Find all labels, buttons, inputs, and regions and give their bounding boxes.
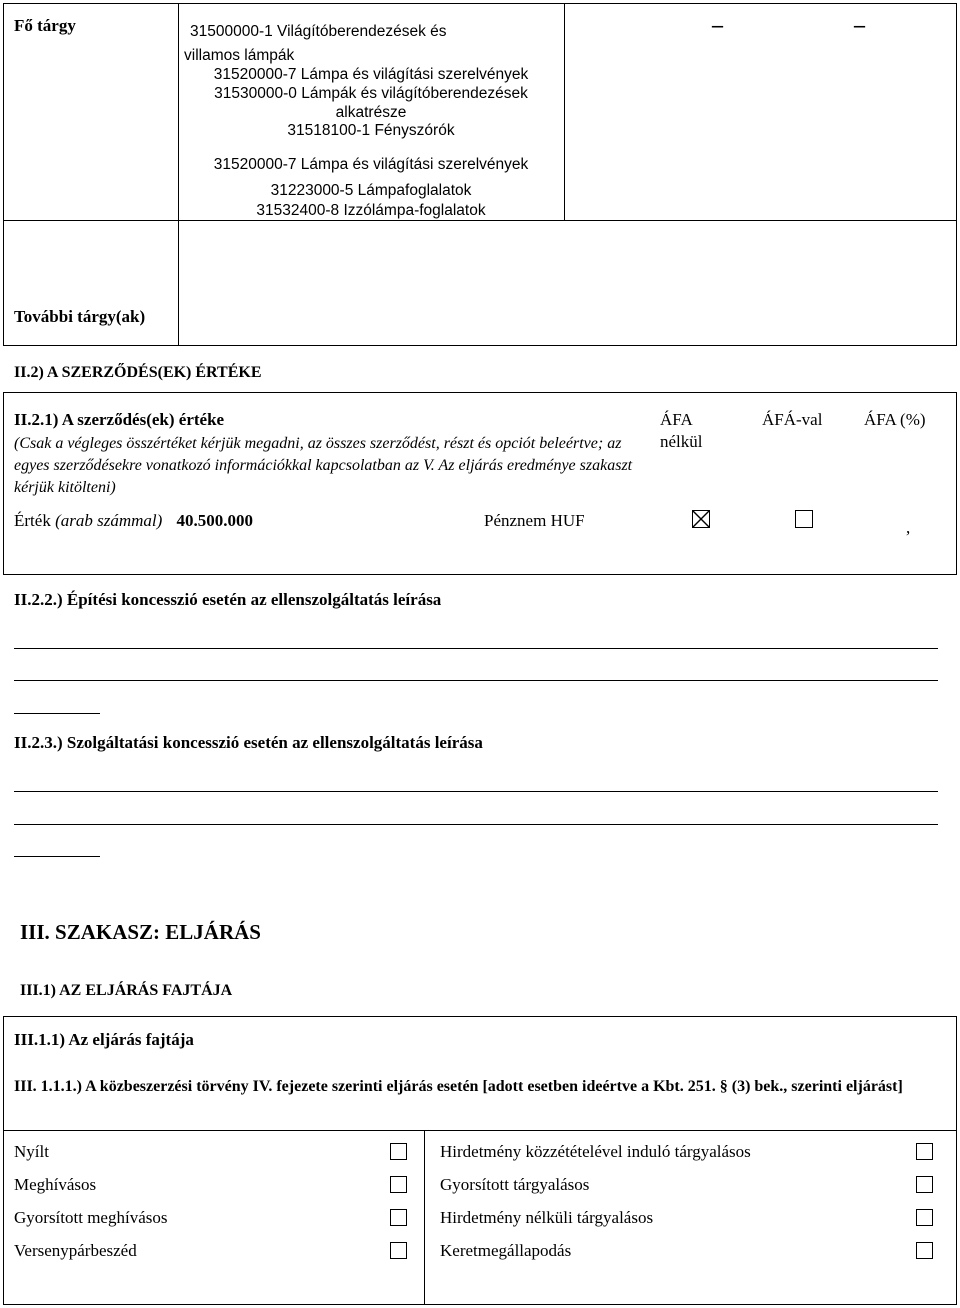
option-checkbox-negotiated-with-notice[interactable] (916, 1143, 933, 1160)
option-label-accelerated-negotiated: Gyorsított tárgyalásos (440, 1175, 590, 1194)
afa-val-checkbox[interactable] (795, 510, 813, 528)
option-checkbox-framework-agreement[interactable] (916, 1242, 933, 1259)
cpv-line: 31223000-5 Lámpafoglalatok (270, 182, 472, 199)
option-checkbox-accelerated-restricted[interactable] (390, 1209, 407, 1226)
afa-nelkul-checkbox[interactable] (692, 510, 710, 528)
dash-cell: – (854, 12, 865, 37)
checked-cross-icon (693, 511, 709, 527)
cpv-line: villamos lámpák (184, 47, 295, 64)
value-row (14, 511, 253, 531)
contract-value-note: (Csak a végleges összértéket kérjük megadni, az összes szerződést, részt és opciót beleértve; az egyes szerződésekre vonatkozó információkkal kapcsolatban az V. Az eljárás eredménye szakaszt kérjük kitölteni) (14, 435, 633, 496)
option-checkbox-restricted[interactable] (390, 1176, 407, 1193)
option-checkbox-accelerated-negotiated[interactable] (916, 1176, 933, 1193)
cpv-line: 31500000-1 Világítóberendezések és (190, 23, 447, 40)
col-afa-nelkul-line2: nélkül (660, 432, 703, 451)
col-afa-pct: ÁFA (%) (864, 410, 926, 429)
answer-line (14, 824, 938, 825)
option-label-negotiated-with-notice: Hirdetmény közzétételével induló tárgyalásos (440, 1142, 751, 1161)
option-label-restricted: Meghívásos (14, 1175, 97, 1194)
answer-line (14, 791, 938, 792)
cpv-line: 31532400-8 Izzólámpa-foglalatok (256, 202, 486, 219)
option-checkbox-competitive-dialogue[interactable] (390, 1242, 407, 1259)
procedure-type-heading: III.1.1) Az eljárás fajtája (14, 1030, 194, 1049)
section-title-iii: III. SZAKASZ: ELJÁRÁS (20, 920, 261, 944)
cpv-line: 31520000-7 Lámpa és világítási szerelvények (213, 156, 529, 173)
option-label-accelerated-restricted: Gyorsított meghívásos (14, 1208, 168, 1227)
section-heading-ii2: II.2) A SZERZŐDÉS(EK) ÉRTÉKE (14, 364, 262, 381)
col-afa-val: ÁFÁ-val (762, 410, 823, 429)
answer-line (14, 713, 100, 714)
section-heading-ii23: II.2.3.) Szolgáltatási koncesszió esetén az ellenszolgáltatás leírása (14, 733, 483, 752)
cpv-line: 31530000-0 Lámpák és világítóberendezések (214, 85, 528, 102)
contract-value-heading: II.2.1) A szerződés(ek) értéke (14, 410, 225, 429)
option-label-competitive-dialogue: Versenypárbeszéd (14, 1241, 137, 1260)
further-subject-label: További tárgy(ak) (14, 307, 146, 326)
option-label-open: Nyílt (14, 1142, 49, 1161)
cpv-line: 31520000-7 Lámpa és világítási szerelvények (213, 66, 529, 83)
section-heading-ii22: II.2.2.) Építési koncesszió esetén az ellenszolgáltatás leírása (14, 590, 442, 609)
dash-cell: – (712, 12, 723, 37)
procedure-type-subheading: III. 1.1.1.) A közbeszerzési törvény IV. fejezete szerinti eljárás esetén [adott esetben ideértve a Kbt. 251. § (3) bek., szerinti eljárást] (14, 1078, 903, 1095)
answer-line (14, 680, 938, 681)
option-checkbox-open[interactable] (390, 1143, 407, 1160)
answer-line (14, 648, 938, 649)
option-label-negotiated-without-notice: Hirdetmény nélküli tárgyalásos (440, 1208, 654, 1227)
cpv-line: 31518100-1 Fényszórók (287, 122, 455, 139)
cpv-line: alkatrésze (335, 104, 407, 121)
main-subject-label: Fő tárgy (14, 16, 76, 35)
afa-pct-value: , (906, 518, 911, 537)
col-afa-nelkul-line1: ÁFA (660, 410, 693, 429)
answer-line (14, 856, 100, 857)
value-amount: 40.500.000 (176, 511, 254, 530)
currency-label: Pénznem HUF (484, 511, 585, 530)
value-label: Érték (14, 511, 51, 530)
value-hint: (arab számmal) (55, 511, 163, 530)
section-heading-iii1: III.1) AZ ELJÁRÁS FAJTÁJA (20, 982, 233, 999)
option-checkbox-negotiated-without-notice[interactable] (916, 1209, 933, 1226)
option-label-framework-agreement: Keretmegállapodás (440, 1241, 572, 1260)
